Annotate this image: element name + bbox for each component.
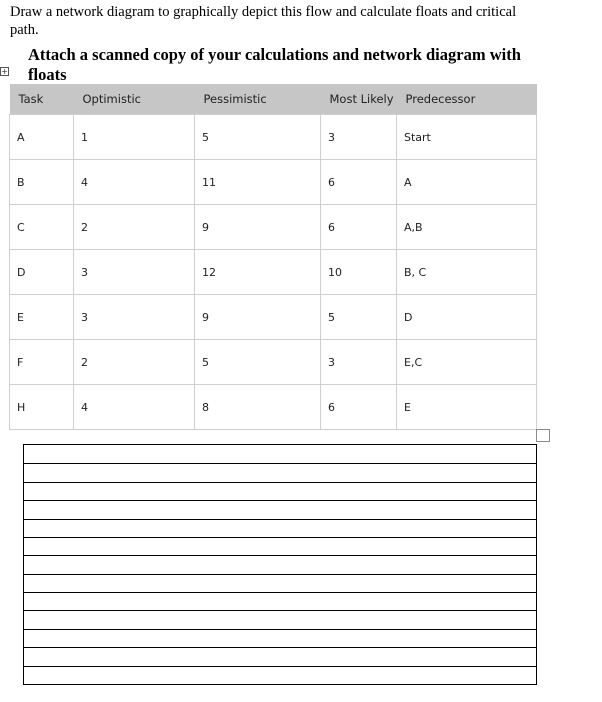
cell-optimistic[interactable]: 2 bbox=[74, 205, 195, 250]
cell-predecessor[interactable]: A,B bbox=[397, 205, 537, 250]
cell-most-likely[interactable]: 3 bbox=[321, 115, 397, 160]
cell-predecessor[interactable]: Start bbox=[397, 115, 537, 160]
cell-optimistic[interactable]: 4 bbox=[74, 385, 195, 430]
table-row bbox=[10, 295, 537, 340]
cell-optimistic[interactable]: 3 bbox=[74, 295, 195, 340]
answer-line bbox=[24, 463, 536, 464]
header-optimistic: Optimistic bbox=[74, 84, 195, 115]
table-move-handle-icon[interactable]: + bbox=[1, 67, 8, 76]
cell-most-likely[interactable]: 5 bbox=[321, 295, 397, 340]
cell-optimistic[interactable]: 3 bbox=[74, 250, 195, 295]
cell-pessimistic[interactable]: 8 bbox=[195, 385, 321, 430]
table-row bbox=[10, 115, 537, 160]
cell-task[interactable]: A bbox=[10, 115, 74, 160]
table-resize-handle[interactable] bbox=[536, 429, 550, 442]
cell-task[interactable]: F bbox=[10, 340, 74, 385]
cell-most-likely[interactable]: 3 bbox=[321, 340, 397, 385]
table-row bbox=[10, 250, 537, 295]
cell-task[interactable]: C bbox=[10, 205, 74, 250]
cell-optimistic[interactable]: 4 bbox=[74, 160, 195, 205]
cell-task[interactable]: B bbox=[10, 160, 74, 205]
cell-pessimistic[interactable]: 11 bbox=[195, 160, 321, 205]
cell-predecessor[interactable]: E,C bbox=[397, 340, 537, 385]
answer-line bbox=[24, 482, 536, 483]
answer-line bbox=[24, 500, 536, 501]
task-table bbox=[9, 84, 537, 430]
table-header-row bbox=[10, 84, 537, 115]
header-task: Task bbox=[10, 84, 74, 115]
answer-line bbox=[24, 519, 536, 520]
instruction-text: Draw a network diagram to graphically depict this flow and calculate floats and critical path. bbox=[10, 4, 517, 38]
cell-most-likely[interactable]: 6 bbox=[321, 385, 397, 430]
answer-line bbox=[24, 574, 536, 575]
answer-line bbox=[24, 592, 536, 593]
cell-pessimistic[interactable]: 12 bbox=[195, 250, 321, 295]
header-pessimistic: Pessimistic bbox=[195, 84, 321, 115]
cell-pessimistic[interactable]: 9 bbox=[195, 205, 321, 250]
answer-line bbox=[24, 629, 536, 630]
header-most-likely: Most Likely bbox=[321, 84, 397, 115]
table-row bbox=[10, 340, 537, 385]
cell-pessimistic[interactable]: 5 bbox=[195, 115, 321, 160]
table-row bbox=[10, 385, 537, 430]
cell-optimistic[interactable]: 2 bbox=[74, 340, 195, 385]
answer-line bbox=[24, 647, 536, 648]
cell-pessimistic[interactable]: 5 bbox=[195, 340, 321, 385]
table-row bbox=[10, 160, 537, 205]
cell-most-likely[interactable]: 6 bbox=[321, 205, 397, 250]
cell-optimistic[interactable]: 1 bbox=[74, 115, 195, 160]
cell-pessimistic[interactable]: 9 bbox=[195, 295, 321, 340]
cell-predecessor[interactable]: D bbox=[397, 295, 537, 340]
cell-most-likely[interactable]: 6 bbox=[321, 160, 397, 205]
section-heading: Attach a scanned copy of your calculations and network diagram with floats bbox=[28, 45, 521, 84]
answer-lines-box[interactable] bbox=[23, 444, 537, 685]
cell-task[interactable]: H bbox=[10, 385, 74, 430]
header-predecessor: Predecessor bbox=[397, 84, 537, 115]
table-row bbox=[10, 205, 537, 250]
answer-line bbox=[24, 555, 536, 556]
cell-task[interactable]: D bbox=[10, 250, 74, 295]
cell-task[interactable]: E bbox=[10, 295, 74, 340]
answer-line bbox=[24, 610, 536, 611]
cell-predecessor[interactable]: E bbox=[397, 385, 537, 430]
answer-line bbox=[24, 666, 536, 667]
cell-predecessor[interactable]: A bbox=[397, 160, 537, 205]
cell-predecessor[interactable]: B, C bbox=[397, 250, 537, 295]
answer-line bbox=[24, 537, 536, 538]
cell-most-likely[interactable]: 10 bbox=[321, 250, 397, 295]
